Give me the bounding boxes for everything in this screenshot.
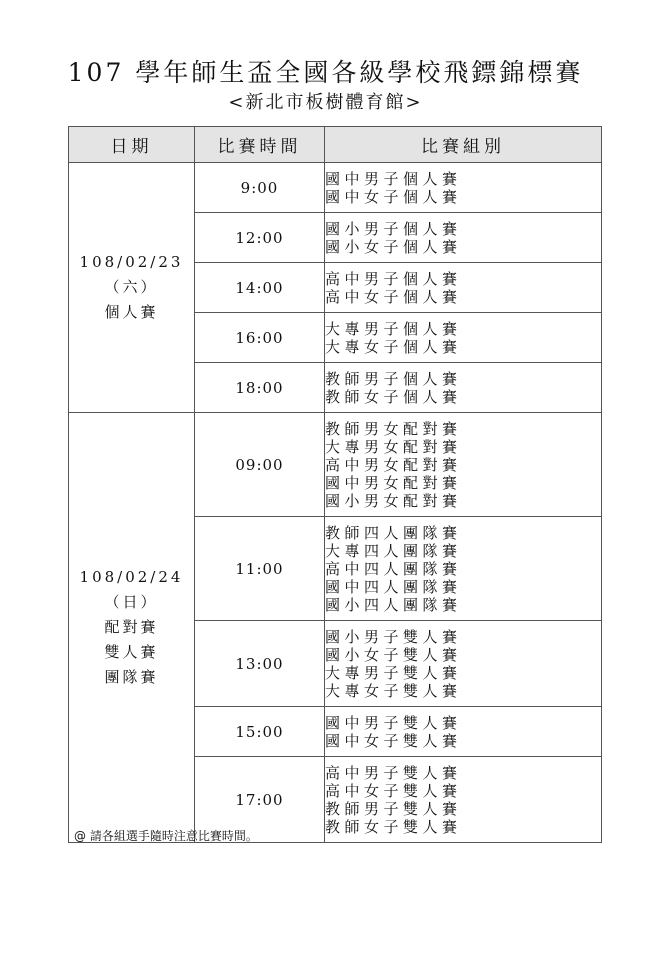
group-item: 高中男子個人賽 bbox=[325, 269, 462, 288]
group-item: 國小男子個人賽 bbox=[325, 219, 462, 238]
group-item: 大專男女配對賽 bbox=[325, 437, 462, 456]
date-cell bbox=[69, 163, 195, 413]
event-type: 個人賽 bbox=[104, 303, 159, 321]
venue-subtitle: <新北市板樹體育館> bbox=[228, 92, 423, 113]
group-item: 國中女子個人賽 bbox=[325, 187, 462, 206]
groups-cell bbox=[325, 517, 602, 621]
time-cell: 9:00 bbox=[195, 163, 325, 213]
groups-cell bbox=[325, 707, 602, 757]
group-item: 高中男女配對賽 bbox=[325, 455, 462, 474]
group-item: 高中男子雙人賽 bbox=[325, 763, 462, 782]
groups-cell bbox=[325, 413, 602, 517]
group-item: 教師四人團隊賽 bbox=[325, 523, 462, 542]
time-cell: 17:00 bbox=[195, 757, 325, 843]
groups-cell bbox=[325, 213, 602, 263]
header-date: 日期 bbox=[69, 127, 195, 163]
group-item: 國小男女配對賽 bbox=[325, 491, 462, 510]
weekday: （六） bbox=[104, 278, 159, 296]
group-item: 教師女子個人賽 bbox=[325, 387, 462, 406]
header-groups: 比賽組別 bbox=[325, 127, 602, 163]
group-item: 國中男子雙人賽 bbox=[325, 713, 462, 732]
group-item: 國小女子雙人賽 bbox=[325, 645, 462, 664]
group-item: 國中女子雙人賽 bbox=[325, 731, 462, 750]
group-item: 大專四人團隊賽 bbox=[325, 541, 462, 560]
group-item: 教師男子雙人賽 bbox=[325, 799, 462, 818]
event-type: 配對賽 bbox=[104, 618, 159, 636]
event-type: 團隊賽 bbox=[104, 668, 159, 686]
footnote: @ 請各組選手隨時注意比賽時間。 bbox=[74, 829, 258, 843]
time-cell: 09:00 bbox=[195, 413, 325, 517]
group-item: 教師女子雙人賽 bbox=[325, 817, 462, 836]
schedule-table bbox=[68, 126, 602, 843]
groups-cell bbox=[325, 163, 602, 213]
schedule-body bbox=[69, 163, 602, 843]
date-value: 108/02/24 bbox=[79, 568, 184, 586]
groups-cell bbox=[325, 313, 602, 363]
groups-cell bbox=[325, 757, 602, 843]
time-cell: 18:00 bbox=[195, 363, 325, 413]
time-cell: 15:00 bbox=[195, 707, 325, 757]
group-item: 高中女子個人賽 bbox=[325, 287, 462, 306]
groups-cell bbox=[325, 363, 602, 413]
group-item: 大專女子雙人賽 bbox=[325, 681, 462, 700]
group-item: 高中女子雙人賽 bbox=[325, 781, 462, 800]
header-time: 比賽時間 bbox=[195, 127, 325, 163]
table-row bbox=[69, 413, 602, 517]
group-item: 國中男子個人賽 bbox=[325, 169, 462, 188]
table-header-row bbox=[69, 127, 602, 163]
group-item: 大專男子個人賽 bbox=[325, 319, 462, 338]
groups-cell bbox=[325, 621, 602, 707]
group-item: 教師男子個人賽 bbox=[325, 369, 462, 388]
time-cell: 13:00 bbox=[195, 621, 325, 707]
time-cell: 12:00 bbox=[195, 213, 325, 263]
group-item: 國中四人團隊賽 bbox=[325, 577, 462, 596]
group-item: 國中男女配對賽 bbox=[325, 473, 462, 492]
group-item: 大專男子雙人賽 bbox=[325, 663, 462, 682]
groups-cell bbox=[325, 263, 602, 313]
time-cell: 16:00 bbox=[195, 313, 325, 363]
group-item: 大專女子個人賽 bbox=[325, 337, 462, 356]
table-row bbox=[69, 163, 602, 213]
group-item: 教師男女配對賽 bbox=[325, 419, 462, 438]
group-item: 國小女子個人賽 bbox=[325, 237, 462, 256]
group-item: 高中四人團隊賽 bbox=[325, 559, 462, 578]
weekday: （日） bbox=[104, 593, 159, 611]
page-title: 107 學年師生盃全國各級學校飛鏢錦標賽 bbox=[67, 58, 584, 87]
group-item: 國小四人團隊賽 bbox=[325, 595, 462, 614]
date-value: 108/02/23 bbox=[79, 253, 184, 271]
event-type: 雙人賽 bbox=[104, 643, 159, 661]
time-cell: 11:00 bbox=[195, 517, 325, 621]
date-cell bbox=[69, 413, 195, 843]
time-cell: 14:00 bbox=[195, 263, 325, 313]
group-item: 國小男子雙人賽 bbox=[325, 627, 462, 646]
